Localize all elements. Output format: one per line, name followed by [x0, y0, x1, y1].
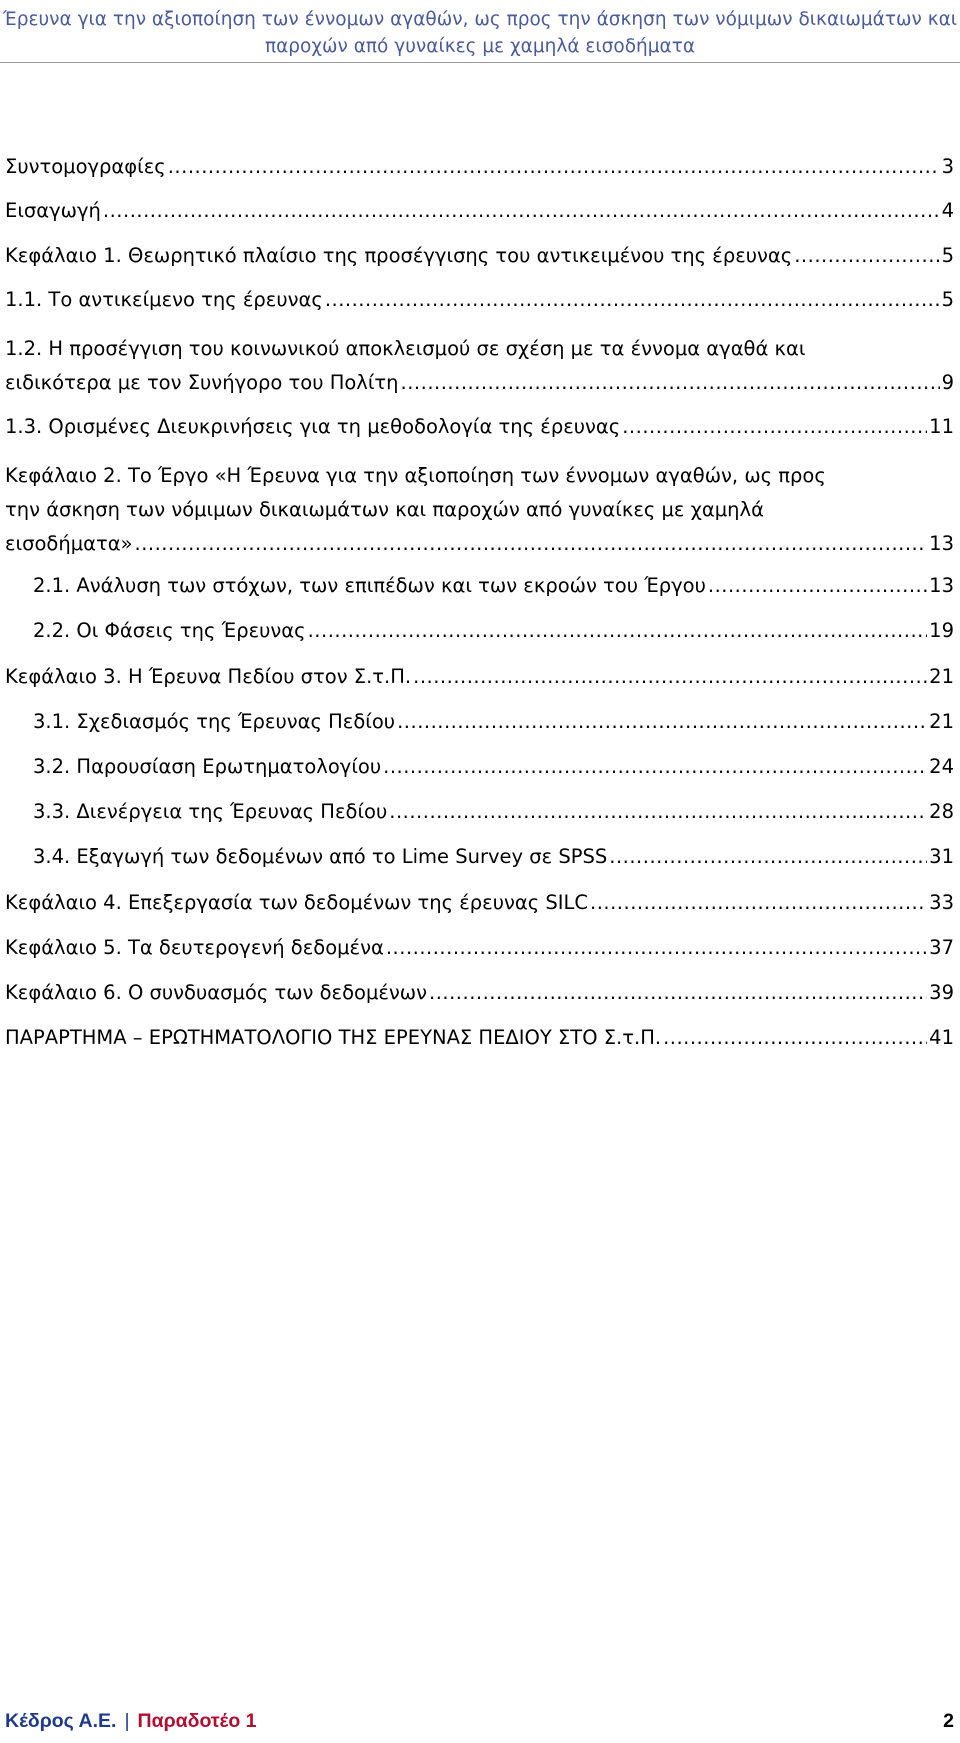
toc-page-number: 11: [929, 415, 954, 438]
footer-company: Κέδρος Α.Ε.: [5, 1710, 117, 1732]
toc-entry[interactable]: [5, 886, 954, 920]
toc-entry-title: 1.2. Η προσέγγιση του κοινωνικού αποκλεισμού σε σχέση με τα έννομα αγαθά και: [5, 337, 806, 360]
toc-page-number: 21: [929, 665, 954, 688]
toc-entry-title: 3.4. Εξαγωγή των δεδομένων από το Lime Survey σε SPSS: [33, 845, 608, 868]
footer-page-number: 2: [943, 1710, 954, 1732]
toc-entry[interactable]: [5, 150, 954, 184]
toc-page-number: 9: [941, 371, 954, 394]
toc-entry[interactable]: [5, 660, 954, 694]
dot-leader: [590, 886, 927, 920]
toc-page-number: 33: [929, 891, 954, 914]
toc-entry-title: 1.3. Ορισμένες Διευκρινήσεις για τη μεθοδολογία της έρευνας: [5, 415, 621, 438]
toc-entry[interactable]: [5, 239, 954, 273]
toc-entry[interactable]: [5, 931, 954, 965]
toc-entry-title: ΠΑΡΑΡΤΗΜΑ – ΕΡΩΤΗΜΑΤΟΛΟΓΙΟ ΤΗΣ ΕΡΕΥΝΑΣ ΠΕΔΙΟΥ ΣΤΟ Σ.τ.Π.: [5, 1026, 662, 1049]
toc-page-number: 4: [941, 199, 954, 222]
toc-entry-title: την άσκηση των νόμιμων δικαιωμάτων και παροχών από γυναίκες με χαμηλά: [5, 498, 764, 521]
toc-entry[interactable]: [5, 1021, 954, 1055]
toc-page-number: 41: [929, 1026, 954, 1049]
toc-entry-title: 3.1. Σχεδιασμός της Έρευνας Πεδίου: [33, 710, 396, 733]
toc-entry-title: Συντομογραφίες: [5, 155, 166, 178]
toc-entry[interactable]: [5, 459, 954, 561]
toc-entry-title: Κεφάλαιο 4. Επεξεργασία των δεδομένων της έρευνας SILC: [5, 891, 589, 914]
dot-leader: [663, 1021, 927, 1055]
toc-page-number: 28: [929, 800, 954, 823]
toc-entry[interactable]: [5, 283, 954, 317]
header-title-line: παροχών από γυναίκες με χαμηλά εισοδήματα: [264, 36, 696, 57]
dot-leader: [168, 150, 940, 184]
toc-entry-title: Κεφάλαιο 5. Τα δευτερογενή δεδομένα: [5, 936, 384, 959]
toc-entry[interactable]: [33, 750, 954, 784]
toc-entry-title: Εισαγωγή: [5, 199, 101, 222]
toc-entry-title: 1.1. Το αντικείμενο της έρευνας: [5, 288, 323, 311]
toc-entry-title: Κεφάλαιο 3. Η Έρευνα Πεδίου στον Σ.τ.Π.: [5, 665, 412, 688]
toc-page-number: 31: [929, 845, 954, 868]
toc-page-number: 5: [941, 244, 954, 267]
toc-entry[interactable]: [33, 840, 954, 874]
footer-deliverable: Παραδοτέο 1: [137, 1710, 257, 1732]
toc-entry-title: Κεφάλαιο 2. Το Έργο «Η Έρευνα για την αξιοποίηση των έννομων αγαθών, ως προς: [5, 464, 826, 487]
toc-entry-title: 3.2. Παρουσίαση Ερωτηματολογίου: [33, 755, 382, 778]
dot-leader: [386, 931, 927, 965]
toc-entry[interactable]: [33, 705, 954, 739]
dot-leader: [383, 750, 927, 784]
toc-entry-title: 2.2. Οι Φάσεις της Έρευνας: [33, 619, 306, 642]
toc-entry[interactable]: [33, 614, 954, 648]
toc-page-number: 3: [941, 155, 954, 178]
toc-entry[interactable]: [33, 569, 954, 603]
dot-leader: [401, 366, 940, 400]
dot-leader: [135, 527, 928, 561]
header-title: [0, 6, 960, 60]
toc-entry[interactable]: [5, 976, 954, 1010]
running-header: [0, 0, 960, 63]
toc-page-number: 5: [941, 288, 954, 311]
dot-leader: [413, 660, 927, 694]
toc-entry[interactable]: [5, 332, 954, 400]
toc-page-number: 19: [929, 619, 954, 642]
toc-entry[interactable]: [5, 410, 954, 444]
toc-entry-title: 2.1. Ανάλυση των στόχων, των επιπέδων και των εκροών του Έργου: [33, 574, 706, 597]
toc-page-number: 39: [929, 981, 954, 1004]
toc-page-number: 13: [929, 574, 954, 597]
toc-entry[interactable]: [33, 795, 954, 829]
dot-leader: [325, 283, 940, 317]
toc-entry-title: 3.3. Διενέργεια της Έρευνας Πεδίου: [33, 800, 388, 823]
toc-page-number: 37: [929, 936, 954, 959]
dot-leader: [103, 194, 940, 228]
dot-leader: [609, 840, 927, 874]
toc-entry-title: Κεφάλαιο 1. Θεωρητικό πλαίσιο της προσέγγισης του αντικειμένου της έρευνας: [5, 244, 793, 267]
dot-leader: [794, 239, 939, 273]
toc-page-number: 21: [929, 710, 954, 733]
toc-entry-title: ειδικότερα με τον Συνήγορο του Πολίτη: [5, 371, 399, 394]
dot-leader: [308, 614, 928, 648]
dot-leader: [397, 705, 927, 739]
dot-leader: [429, 976, 927, 1010]
toc-entry[interactable]: [5, 194, 954, 228]
toc-page-number: 13: [929, 532, 954, 555]
page-footer: [5, 1707, 954, 1735]
dot-leader: [708, 569, 927, 603]
toc-page-number: 24: [929, 755, 954, 778]
dot-leader: [389, 795, 927, 829]
toc-entry-title: εισοδήματα»: [5, 532, 133, 555]
footer-separator: |: [124, 1710, 130, 1732]
toc-entry-title: Κεφάλαιο 6. Ο συνδυασμός των δεδομένων: [5, 981, 428, 1004]
header-title-line: Έρευνα για την αξιοποίηση των έννομων αγαθών, ως προς την άσκηση των νόμιμων δικαιωμάτων και: [2, 9, 958, 30]
dot-leader: [622, 410, 927, 444]
